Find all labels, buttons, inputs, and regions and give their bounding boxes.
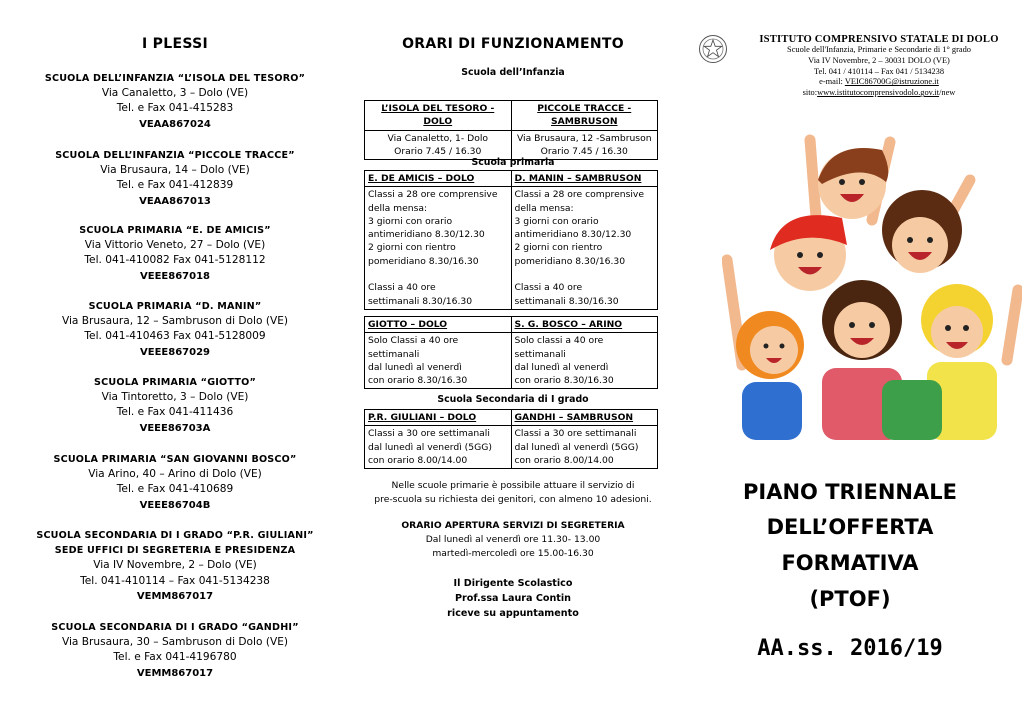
dirigente-line: Il Dirigente Scolastico	[453, 578, 573, 589]
segreteria-title: ORARIO APERTURA SERVIZI DI SEGRETERIA	[401, 520, 625, 531]
schedule-line: della mensa:	[514, 202, 574, 214]
institute-name: ISTITUTO COMPRENSIVO STATALE DI DOLO	[759, 34, 999, 45]
school-phone: Tel. e Fax 041-415283	[116, 102, 234, 115]
schedule-line: settimanali 8.30/16.30	[514, 295, 619, 307]
school-code: VEMM867017	[136, 667, 214, 679]
school-giuliani	[0, 528, 350, 604]
table-cell: E. DE AMICIS – DOLO	[365, 171, 512, 187]
school-phone: Tel. e Fax 041-410689	[116, 483, 234, 496]
school-address: Via IV Novembre, 2 – Dolo (VE)	[93, 559, 257, 572]
schedule-line: con orario 8.30/16.30	[368, 375, 468, 387]
schedule-line: 2 giorni con rientro	[514, 242, 603, 254]
school-address: Via Canaletto, 1- Dolo	[387, 132, 488, 144]
plessi-heading: I PLESSI	[142, 36, 208, 52]
secondaria-label: Scuola Secondaria di I grado	[437, 394, 589, 405]
school-office-note: SEDE UFFICI DI SEGRETERIA E PRESIDENZA	[54, 545, 296, 557]
institute-email-row	[738, 77, 1020, 88]
school-address: Via Brusaura, 14 – Dolo (VE)	[100, 164, 250, 177]
dirigente-line: Prof.ssa Laura Contin	[454, 593, 571, 604]
infanzia-table	[364, 100, 658, 160]
school-name: SCUOLA SECONDARIA DI I GRADO “GANDHI”	[51, 622, 299, 633]
schedule-line: 2 giorni con rientro	[368, 242, 456, 254]
table-cell: P.R. GIULIANI – DOLO	[365, 410, 512, 426]
children-illustration	[722, 110, 1022, 440]
schedule-line: Classi a 28 ore comprensive	[368, 189, 498, 201]
segreteria-line: martedì-mercoledì ore 15.00-16.30	[432, 548, 594, 559]
schedule-line: dal lunedì al venerdì (5GG)	[514, 441, 639, 453]
school-name: SCUOLA PRIMARIA “D. MANIN”	[88, 301, 262, 312]
school-phone: Tel. e Fax 041-412839	[116, 179, 234, 192]
school-address: Via Brusaura, 30 – Sambruson di Dolo (VE)	[61, 636, 289, 649]
school-address: Via Vittorio Veneto, 27 – Dolo (VE)	[84, 239, 266, 252]
schedule-line: Classi a 40 ore	[514, 282, 583, 294]
schedule-line: Classi a 28 ore comprensive	[514, 189, 645, 201]
school-phone: Tel. e Fax 041-4196780	[113, 651, 237, 664]
school-name: SCUOLA PRIMARIA “GIOTTO”	[94, 377, 256, 388]
institute-header	[738, 34, 1020, 99]
schedule-line: pomeridiano 8.30/16.30	[368, 255, 479, 267]
schedule-line: Solo Classi a 40 ore	[368, 335, 459, 347]
school-isola-del-tesoro	[0, 71, 350, 132]
note-line: pre-scuola su richiesta dei genitori, con almeno 10 adesioni.	[374, 494, 652, 505]
school-phone: Tel. 041-410463 Fax 041-5128009	[84, 330, 266, 343]
dirigente-block	[350, 576, 676, 621]
table-cell	[365, 130, 512, 160]
school-san-giovanni-bosco	[0, 452, 350, 513]
table-cell: S. G. BOSCO – ARINO	[511, 317, 658, 333]
school-code: VEEE867029	[140, 346, 210, 358]
school-name: SCUOLA DELL’INFANZIA “L’ISOLA DEL TESORO”	[44, 73, 306, 84]
email-link[interactable]: VEIC86700G@istruzione.it	[844, 77, 939, 87]
school-address: Via Tintoretto, 3 – Dolo (VE)	[101, 391, 249, 404]
school-phone: Tel. 041-410114 – Fax 041-5134238	[80, 574, 270, 587]
school-name: SCUOLA PRIMARIA “SAN GIOVANNI BOSCO”	[53, 454, 297, 465]
ptof-title-line: PIANO TRIENNALE	[743, 480, 957, 504]
title-column	[676, 0, 1024, 725]
ptof-title-line: (PTOF)	[809, 587, 891, 611]
note-line: Nelle scuole primarie è possibile attuare il servizio di	[391, 480, 635, 491]
segreteria-hours	[350, 519, 676, 561]
primaria-table-2	[364, 316, 658, 389]
schedule-line: Classi a 30 ore settimanali	[368, 428, 490, 440]
schedule-line: con orario 8.00/14.00	[514, 454, 614, 466]
school-giotto	[0, 375, 350, 436]
table-cell	[365, 187, 512, 310]
schedule-spacer	[515, 268, 655, 281]
school-name: SCUOLA DELL’INFANZIA “PICCOLE TRACCE”	[55, 150, 295, 161]
schedule-line: antimeridiano 8.30/12.30	[514, 229, 632, 241]
academic-years: AA.ss. 2016/19	[757, 636, 943, 661]
ptof-title-line: FORMATIVA	[781, 551, 919, 575]
schedule-line: 3 giorni con orario	[514, 215, 599, 227]
school-manin	[0, 299, 350, 360]
site-label: sito:	[802, 88, 818, 98]
schedule-line: dal lunedì al venerdì	[514, 361, 609, 373]
schedule-line: dal lunedì al venerdì (5GG)	[368, 441, 492, 453]
schedule-line: della mensa:	[368, 202, 428, 214]
schedule-spacer	[368, 268, 508, 281]
table-cell: PICCOLE TRACCE - SAMBRUSON	[511, 101, 658, 131]
school-code: VEEE867018	[140, 270, 210, 282]
school-hours: Orario 7.45 / 16.30	[540, 145, 628, 157]
table-cell: GANDHI – SAMBRUSON	[511, 410, 658, 426]
school-address: Via Arino, 40 – Arino di Dolo (VE)	[88, 468, 262, 481]
school-address: Via Canaletto, 3 – Dolo (VE)	[101, 87, 249, 100]
schedule-line: con orario 8.00/14.00	[368, 454, 468, 466]
institute-site-row	[738, 88, 1020, 99]
school-de-amicis	[0, 223, 350, 284]
site-link[interactable]: www.istitutocomprensivodolo.gov.it	[817, 88, 940, 98]
email-label: e-mail:	[819, 77, 843, 87]
table-cell	[365, 426, 512, 469]
table-cell: L’ISOLA DEL TESORO - DOLO	[365, 101, 512, 131]
ptof-title-line: DELL’OFFERTA	[766, 515, 934, 539]
primaria-label: Scuola primaria	[471, 157, 555, 168]
school-gandhi	[0, 620, 350, 681]
table-cell: D. MANIN – SAMBRUSON	[511, 171, 658, 187]
table-cell	[511, 187, 658, 310]
school-code: VEEE86703A	[139, 422, 211, 434]
institute-line: Scuole dell'Infanzia, Primarie e Secondarie di 1° grado	[787, 45, 971, 54]
schedule-line: Classi a 40 ore	[368, 282, 436, 294]
school-code: VEAA867024	[139, 118, 211, 130]
italian-republic-emblem-icon	[698, 34, 728, 64]
schedule-line: antimeridiano 8.30/12.30	[368, 229, 485, 241]
schedule-line: Solo classi a 40 ore settimanali	[514, 335, 604, 360]
schedule-line: dal lunedì al venerdì	[368, 361, 462, 373]
plessi-column	[0, 0, 350, 725]
school-address: Via Brusaura, 12 – Sambruson di Dolo (VE)	[61, 315, 289, 328]
prescuola-note	[350, 479, 676, 507]
secondaria-table	[364, 409, 658, 469]
school-hours: Orario 7.45 / 16.30	[394, 145, 482, 157]
table-cell	[511, 130, 658, 160]
table-cell	[511, 333, 658, 389]
schedule-line: con orario 8.30/16.30	[514, 375, 614, 387]
schedule-line: settimanali	[368, 348, 420, 360]
primaria-table-1	[364, 170, 658, 310]
segreteria-line: Dal lunedì al venerdì ore 11.30- 13.00	[425, 534, 601, 545]
schedule-line: 3 giorni con orario	[368, 215, 453, 227]
school-piccole-tracce	[0, 148, 350, 209]
table-cell	[511, 426, 658, 469]
table-cell	[365, 333, 512, 389]
dirigente-line: riceve su appuntamento	[447, 608, 579, 619]
school-code: VEAA867013	[139, 195, 211, 207]
site-suffix: /new	[939, 88, 956, 98]
school-address: Via Brusaura, 12 -Sambruson	[516, 132, 652, 144]
schedule-line: pomeridiano 8.30/16.30	[514, 255, 626, 267]
school-code: VEMM867017	[136, 590, 214, 602]
school-name: SCUOLA SECONDARIA DI I GRADO “P.R. GIULIANI”	[36, 530, 314, 541]
orari-heading: ORARI DI FUNZIONAMENTO	[402, 36, 624, 52]
schedule-line: settimanali 8.30/16.30	[368, 295, 473, 307]
school-name: SCUOLA PRIMARIA “E. DE AMICIS”	[79, 225, 271, 236]
orari-column	[350, 0, 676, 725]
institute-phone: Tel. 041 / 410114 – Fax 041 / 5134238	[813, 66, 945, 76]
school-phone: Tel. 041-410082 Fax 041-5128112	[84, 254, 266, 267]
school-code: VEEE86704B	[139, 499, 211, 511]
school-phone: Tel. e Fax 041-411436	[116, 406, 234, 419]
schedule-line: Classi a 30 ore settimanali	[514, 428, 637, 440]
table-cell: GIOTTO – DOLO	[365, 317, 512, 333]
institute-address: Via IV Novembre, 2 – 30031 DOLO (VE)	[808, 55, 950, 65]
infanzia-label: Scuola dell’Infanzia	[461, 67, 565, 78]
